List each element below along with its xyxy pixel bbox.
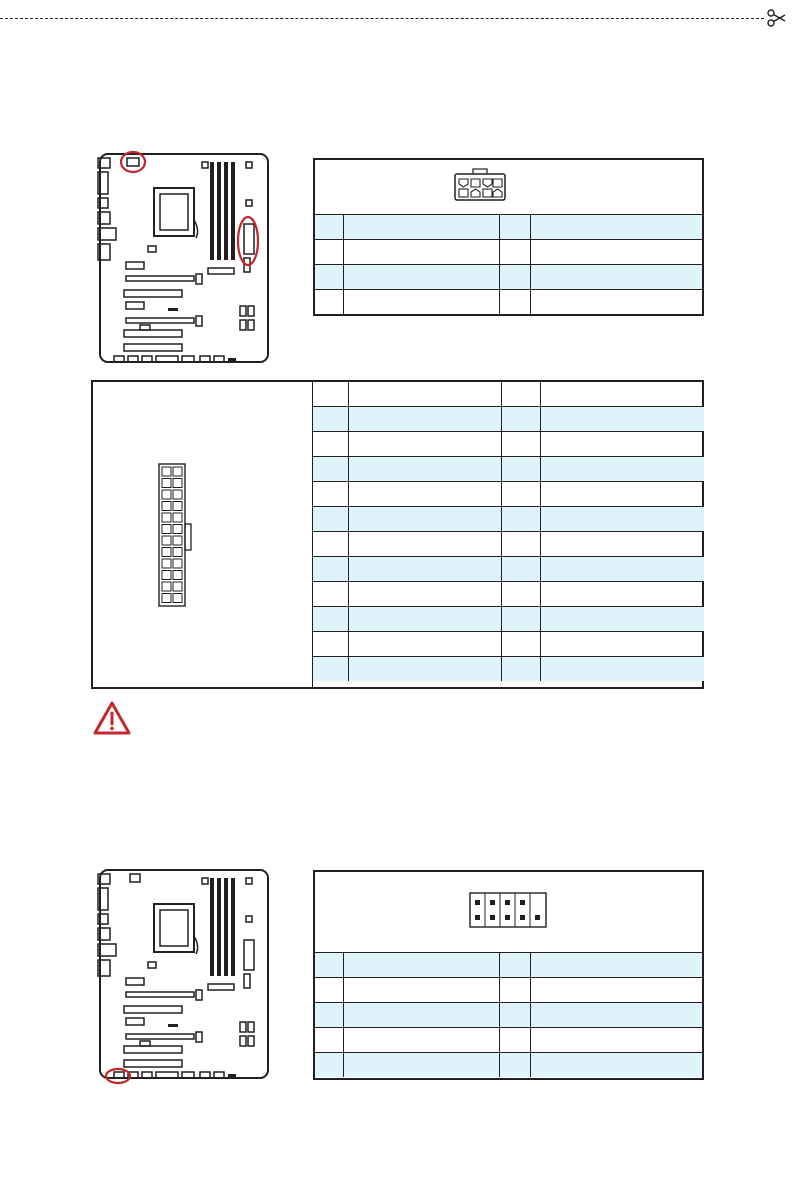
table-row xyxy=(313,532,704,557)
table-row xyxy=(315,1003,702,1028)
table-row xyxy=(315,290,702,315)
table-row xyxy=(313,382,704,407)
atx-24pin-table xyxy=(91,380,704,689)
table-row xyxy=(313,407,704,432)
table-row xyxy=(313,582,704,607)
motherboard-diagram-front-panel xyxy=(96,866,274,1086)
table-row xyxy=(313,607,704,632)
motherboard-diagram-cpu-power xyxy=(96,150,274,368)
connector-front-panel-icon xyxy=(469,892,547,928)
table-row xyxy=(315,953,702,978)
table-divider xyxy=(312,382,313,687)
table-row xyxy=(313,557,704,582)
cut-line xyxy=(0,18,764,19)
connector-8pin-icon xyxy=(453,168,507,202)
front-panel-table xyxy=(313,870,704,1080)
table-row xyxy=(313,632,704,657)
table-row xyxy=(315,215,702,240)
table-row xyxy=(315,265,702,290)
table-row xyxy=(315,1053,702,1078)
table-row xyxy=(313,482,704,507)
table-row xyxy=(313,432,704,457)
table-row xyxy=(315,978,702,1003)
table-row xyxy=(315,1028,702,1053)
table-row xyxy=(313,507,704,532)
connector-24pin-icon xyxy=(157,462,193,608)
scissors-icon xyxy=(766,8,786,28)
warning-triangle-icon xyxy=(92,700,132,736)
table-row xyxy=(313,657,704,682)
table-row xyxy=(315,240,702,265)
cpu-power-8pin-table xyxy=(313,158,704,316)
table-row xyxy=(313,457,704,482)
